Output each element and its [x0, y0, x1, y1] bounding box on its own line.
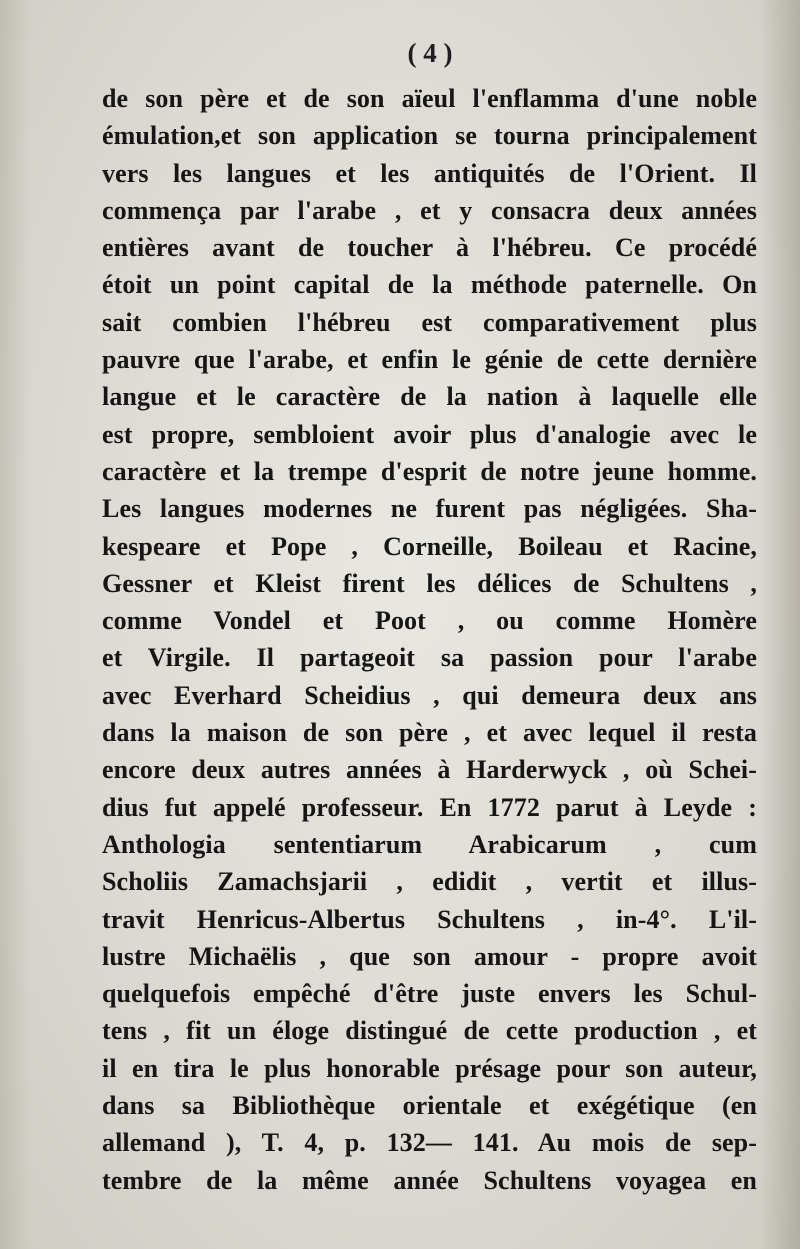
text-line: tembre de la même année Schultens voyagea en: [102, 1165, 757, 1195]
text-line: sait combien l'hébreu est comparativement plus: [102, 307, 757, 337]
text-line: commença par l'arabe , et y consacra deux années: [102, 195, 757, 225]
text-line: comme Vondel et Poot , ou comme Homère: [102, 606, 757, 636]
text-line: et Virgile. Il partageoit sa passion pour l'arabe: [102, 643, 757, 673]
text-line: travit Henricus-Albertus Schultens , in-4°. L'il-: [102, 904, 757, 934]
text-line: dans la maison de son père , et avec lequel il resta: [102, 718, 757, 748]
text-line: Les langues modernes ne furent pas négligées. Sha-: [102, 494, 757, 524]
text-line: étoit un point capital de la méthode paternelle. On: [102, 270, 757, 300]
page-number: ( 4 ): [407, 38, 453, 68]
text-line: vers les langues et les antiquités de l'Orient. Il: [102, 158, 757, 188]
text-line: dans sa Bibliothèque orientale et exégétique (en: [102, 1091, 757, 1121]
text-line: lustre Michaëlis , que son amour - propre avoit: [102, 941, 757, 971]
text-line: Scholiis Zamachsjarii , edidit , vertit et illus-: [102, 867, 757, 897]
text-line: il en tira le plus honorable présage pour son auteur,: [102, 1053, 757, 1083]
text-line: Gessner et Kleist firent les délices de Schultens ,: [102, 568, 757, 598]
text-line: Anthologia sententiarum Arabicarum , cum: [102, 829, 757, 859]
text-line: kespeare et Pope , Corneille, Boileau et Racine,: [102, 531, 757, 561]
text-line: avec Everhard Scheidius , qui demeura deux ans: [102, 680, 757, 710]
text-line: caractère et la trempe d'esprit de notre jeune homme.: [102, 456, 757, 486]
text-line: quelquefois empêché d'être juste envers les Schul-: [102, 979, 757, 1009]
body-text: [102, 80, 757, 1199]
text-line: encore deux autres années à Harderwyck , où Schei-: [102, 755, 757, 785]
text-line: dius fut appelé professeur. En 1772 parut à Leyde :: [102, 792, 757, 822]
text-line: de son père et de son aïeul l'enflamma d'une noble: [102, 84, 757, 113]
text-line: entières avant de toucher à l'hébreu. Ce procédé: [102, 233, 757, 263]
text-line: tens , fit un éloge distingué de cette production , et: [102, 1016, 757, 1046]
text-line: pauvre que l'arabe, et enfin le génie de cette dernière: [102, 345, 757, 375]
text-line: langue et le caractère de la nation à laquelle elle: [102, 382, 757, 412]
text-line: est propre, sembloient avoir plus d'analogie avec le: [102, 419, 757, 449]
page-right-shadow: [760, 0, 800, 1249]
text-line: émulation,et son application se tourna principalement: [102, 121, 757, 151]
text-line: allemand ), T. 4, p. 132— 141. Au mois de sep-: [102, 1128, 757, 1158]
page-left-shadow: [0, 0, 30, 1249]
